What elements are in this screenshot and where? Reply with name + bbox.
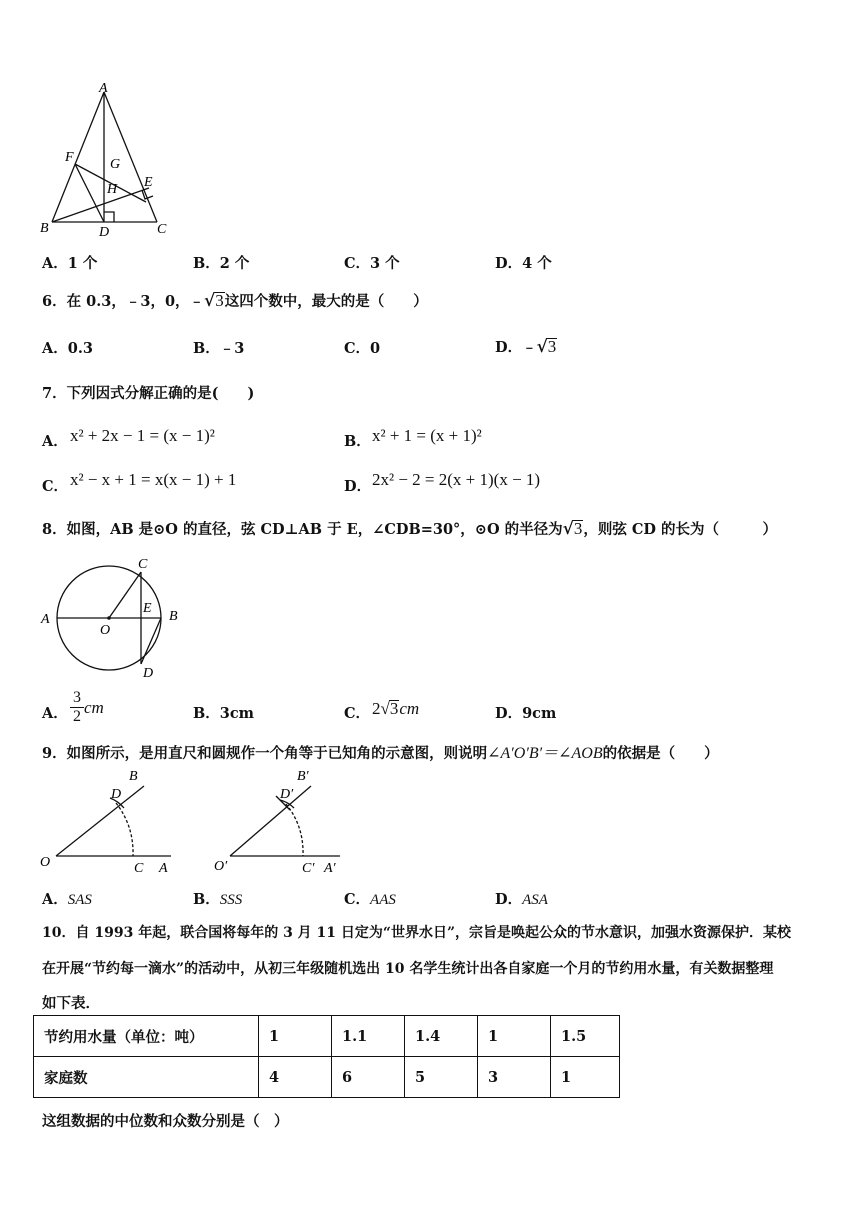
fig3-label-D: D xyxy=(111,787,122,802)
q7-label-a: A． xyxy=(42,433,68,450)
fig1-label-C: C xyxy=(157,222,167,237)
q6-option-c: C．0 xyxy=(344,340,381,357)
table-cell: 4 xyxy=(259,1057,332,1098)
q9-option-a xyxy=(42,888,92,909)
fig1-label-F: F xyxy=(65,150,74,165)
q6-option-d-radicand: 3 xyxy=(547,337,557,356)
fig1-label-A: A xyxy=(99,81,108,96)
q7-expr-d: 2x² − 2 = 2(x + 1)(x − 1) xyxy=(372,470,541,489)
table-cell: 1 xyxy=(259,1016,332,1057)
q8-option-a-unit: cm xyxy=(84,698,104,717)
q9-value-c: AAS xyxy=(370,892,396,908)
table-cell: 1.1 xyxy=(332,1016,405,1057)
table-cell: 6 xyxy=(332,1057,405,1098)
q9-stem-pre: 9．如图所示，是用直尺和圆规作一个角等于已知角的示意图，则说明 xyxy=(42,745,488,762)
q9-stem-post: 的依据是（ ） xyxy=(602,745,719,762)
fig3-label-A: A xyxy=(159,861,168,876)
q10-line3: 如下表． xyxy=(42,995,100,1012)
fig1-label-D: D xyxy=(99,225,110,240)
q8-fraction-num: 3 xyxy=(73,689,81,706)
q9-label-c: C． xyxy=(344,891,371,908)
q8-option-b: B．3cm xyxy=(193,705,255,722)
q8-stem-radicand: 3 xyxy=(573,519,583,538)
q8-fraction xyxy=(70,689,84,726)
q9-option-b xyxy=(193,888,242,909)
table-cell: 1 xyxy=(478,1016,551,1057)
q6-stem xyxy=(42,290,428,311)
q6-stem-pre: 6．在 0.3，﹣3，0，﹣ xyxy=(42,293,205,310)
table-cell: 5 xyxy=(405,1057,478,1098)
table-row xyxy=(34,1016,620,1057)
q8-option-d: D．9cm xyxy=(495,705,557,722)
q5-option-c: C．3 个 xyxy=(344,255,400,272)
center-point xyxy=(107,616,111,620)
q9-label-d: D． xyxy=(495,891,523,908)
table-cell: 节约用水量（单位：吨） xyxy=(34,1016,259,1057)
q10-line2: 在开展“节约每一滴水”的活动中，从初三年级随机选出 10 名学生统计出各自家庭一个月的节约用水量，有关数据整理 xyxy=(42,961,774,977)
q6-option-d xyxy=(495,336,557,357)
q6-stem-post: 这四个数中，最大的是（ ） xyxy=(224,293,428,310)
q10-line1: 10．自 1993 年起，联合国将每年的 3 月 11 日定为“世界水日”，宗旨是唤起公众的节水意识，加强水资源保护．某校 xyxy=(42,925,792,941)
fig2-label-B: B xyxy=(169,609,178,624)
q9-label-a: A． xyxy=(42,891,68,908)
q8-option-c-unit: cm xyxy=(399,699,420,718)
q5-option-b: B．2 个 xyxy=(193,255,250,272)
fig2-label-A: A xyxy=(41,612,50,627)
q6-option-b: B．﹣3 xyxy=(193,340,245,357)
fig2-label-C: C xyxy=(138,557,148,572)
table-cell: 1 xyxy=(551,1057,620,1098)
fig1-label-H: H xyxy=(107,182,118,197)
q8-stem-post: ，则弦 CD 的长为（ ） xyxy=(583,521,778,538)
fig3-label-B: B xyxy=(129,769,138,784)
fig1-label-E: E xyxy=(144,175,153,190)
fig3-label-C: C xyxy=(134,861,144,876)
table-cell: 1.4 xyxy=(405,1016,478,1057)
q8-option-c-radicand: 3 xyxy=(389,699,399,718)
sqrt-symbol: √ xyxy=(380,699,390,718)
table-cell: 3 xyxy=(478,1057,551,1098)
table-cell: 家庭数 xyxy=(34,1057,259,1098)
q9-option-c xyxy=(344,888,396,909)
q7-expr-a: x² + 2x − 1 = (x − 1)² xyxy=(70,426,215,445)
q5-option-d: D．4 个 xyxy=(495,255,552,272)
q9-value-b: SSS xyxy=(219,892,243,908)
fig4-label-C: C′ xyxy=(302,861,315,876)
fig1-label-G: G xyxy=(110,157,121,172)
q7-label-d: D． xyxy=(344,478,372,495)
q6-option-a: A．0.3 xyxy=(42,340,93,357)
q8-label-a: A． xyxy=(42,705,68,722)
q8-fraction-den: 2 xyxy=(70,707,84,726)
q6-option-d-prefix: D．﹣ xyxy=(495,339,537,356)
fig4-label-D: D′ xyxy=(280,787,294,802)
fig4-label-B: B′ xyxy=(297,769,309,784)
q7-label-c: C． xyxy=(42,478,69,495)
q6-stem-radicand: 3 xyxy=(215,291,224,310)
fig2-label-E: E xyxy=(143,601,152,616)
angle-figure-left xyxy=(36,766,186,878)
q9-value-d: ASA xyxy=(522,892,548,908)
circle-figure xyxy=(36,552,186,682)
q9-stem xyxy=(42,740,719,763)
q8-stem-pre: 8．如图，AB 是⊙O 的直径，弦 CD⊥AB 于 E，∠CDB=30°，⊙O 的半径为 xyxy=(42,521,563,538)
sqrt-symbol: √ xyxy=(536,337,548,357)
water-data-table xyxy=(33,1015,620,1098)
q7-expr-c: x² − x + 1 = x(x − 1) + 1 xyxy=(70,470,237,489)
fig1-label-B: B xyxy=(40,221,49,236)
sqrt-symbol: √ xyxy=(562,519,574,539)
q5-option-a: A．1 个 xyxy=(42,255,98,272)
fig2-label-O: O xyxy=(100,623,111,638)
q7-stem: 7．下列因式分解正确的是( ) xyxy=(42,385,255,402)
triangle-figure xyxy=(36,78,186,243)
fig3-label-O: O xyxy=(40,855,51,870)
q9-stem-math: ∠A′O′B′＝∠AOB xyxy=(487,745,603,762)
q9-value-a: SAS xyxy=(67,892,92,908)
table-row xyxy=(34,1057,620,1098)
q7-expr-b: x² + 1 = (x + 1)² xyxy=(372,426,482,445)
table-cell: 1.5 xyxy=(551,1016,620,1057)
q8-label-c: C． xyxy=(344,705,371,722)
q8-stem xyxy=(42,518,777,539)
q9-label-b: B． xyxy=(193,891,220,908)
q7-label-b: B． xyxy=(344,433,371,450)
q8-option-c-expr xyxy=(372,699,419,719)
sqrt-symbol: √ xyxy=(204,291,216,311)
fig4-label-A: A′ xyxy=(324,861,336,876)
angle-figure-right xyxy=(210,766,360,878)
fig4-label-O: O′ xyxy=(214,859,228,874)
q8-option-c-coef: 2 xyxy=(372,699,381,718)
q10-question: 这组数据的中位数和众数分别是（ ） xyxy=(42,1113,289,1130)
fig2-label-D: D xyxy=(143,666,154,681)
q9-option-d xyxy=(495,888,548,909)
